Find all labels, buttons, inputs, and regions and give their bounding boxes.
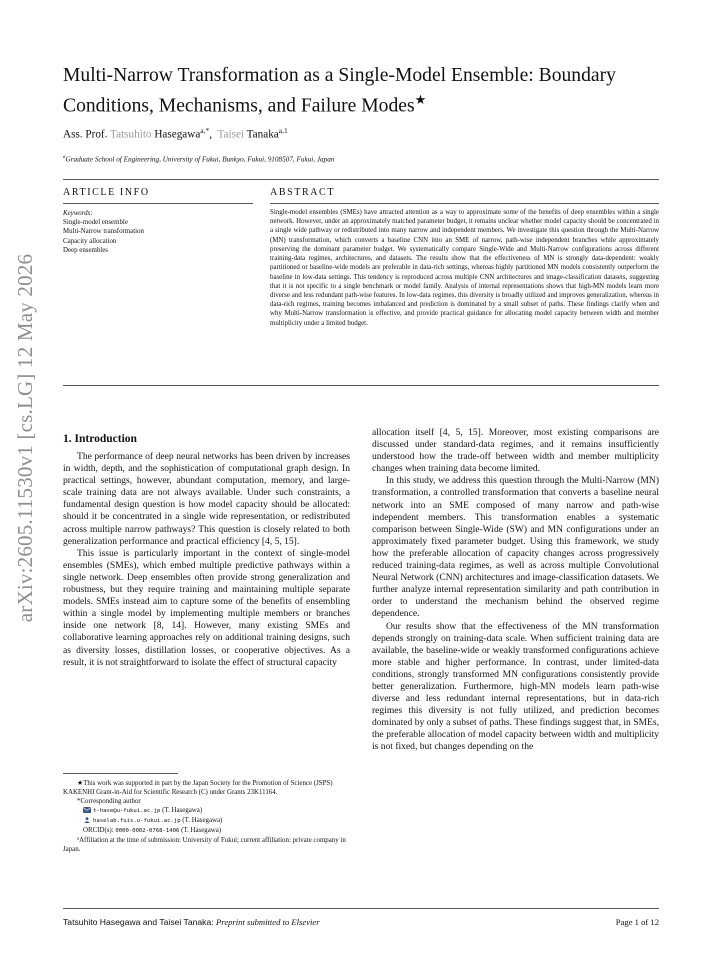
- abstract-text: Single-model ensembles (SMEs) have attracted attention as a way to approximate some of the benefits of deep ensembles within a single network. However, under an approximately matched parameter budget, it remains unclear whether model capacity should be concentrated in a single wide pathway or redistributed into many narrow and independent members. We investigate this question through the Multi-Narrow (MN) transformation, which converts a baseline CNN into an SME of narrow, path-wise independent branches while approximately preserving the dominant parameter budget. We systematically compare Single-Wide and Multi-Narrow configurations across different training-data regimes, architectures, and datasets. The results show that the effectiveness of MN is strongly data-dependent: weakly partitioned or baseline-wide models are preferable in data-rich settings, whereas highly partitioned MN models consistently outperform the baseline in low-data settings. This tendency is reproduced across multiple CNN architectures and image-classification datasets, suggesting that it is not specific to a single benchmark or model family. Analysis of internal representations shows that high-MN models learn more diverse and less redundant path-wise features. In low-data regimes, this diversity is broadly utilized and improves generalization, whereas in data-rich regimes, training becomes imbalanced and prediction is dominated by a small subset of paths. These findings clarify when and why Multi-Narrow transformation is effective, and provide practical guidance for allocating model capacity between width and member multiplicity under a limited budget.: [270, 209, 659, 327]
- title-footnote-star: ★: [414, 92, 427, 107]
- email-line: t-hase@u-fukui.ac.jp (T. Hasegawa): [63, 806, 350, 816]
- author-1-first-name[interactable]: Tatsuhito: [110, 128, 152, 141]
- title-line-2: Conditions, Mechanisms, and Failure Modes: [63, 95, 415, 117]
- keywords-block: Keywords: Single-model ensemble Multi-Narrow transformation Capacity allocation Deep ensembles: [63, 209, 253, 255]
- paragraph: This issue is particularly important in the context of single-model ensembles (SMEs), which embed multiple predictive pathways within a single network. Deep ensembles often provide strong generalization and robustness, but they require training and maintaining multiple separate models. SMEs instead aim to capture some of the benefits of ensembling within a single model by implementing multiple members or branches inside one network [8, 14]. However, many existing SMEs and collaborative learning approaches rely on additional training designs, such as diversity losses, distillation losses, or cooperative objectives. As a result, it is not straightforward to isolate the effect of structural capacity: [63, 547, 350, 668]
- author-list: Ass. Prof. Tatsuhito Hasegawa$^{a,*}$, Taisei Tanaka$^{a,1}$: [63, 126, 288, 141]
- homepage-link[interactable]: haselab.fuis.u-fukui.ac.jp: [93, 818, 181, 824]
- footnote-rule: [63, 773, 178, 774]
- left-column: [63, 451, 350, 669]
- footer-venue: Preprint submitted to Elsevier: [216, 917, 320, 927]
- abstract-divider: [63, 385, 659, 386]
- paragraph: allocation itself [4, 5, 15]. Moreover, most existing comparisons are discussed under standard-data regimes, and it remains insufficiently understood how the trade-off between width and member multiplicity changes when training data become limited.: [372, 427, 659, 475]
- arxiv-identifier: arXiv:2605.11530v1 [cs.LG] 12 May 2026: [13, 253, 37, 623]
- keywords-label: Keywords: [63, 210, 91, 217]
- paper-title: [63, 64, 673, 119]
- running-footer: [63, 917, 320, 927]
- footnotes: [63, 779, 350, 854]
- paragraph: In this study, we address this question through the Multi-Narrow (MN) transformation, a controlled transformation that converts a baseline neural network into an SME composed of many narrow and path-wise independent members. This transformation enables a systematic comparison between Single-Wide (SW) and MN configurations under an approximately fixed parameter budget. Using this framework, we study how the preferable allocation of capacity changes across progressively reduced training-data regimes, as well as across multiple Convolutional Neural Network (CNN) architectures and image-classification datasets. We further analyze internal representation similarity and path contribution in order to understand the mechanism behind the observed regime dependence.: [372, 475, 659, 620]
- author-1-superscript: a,*: [200, 126, 210, 135]
- keyword-item: Capacity allocation: [63, 237, 117, 245]
- author-title-prefix: Ass. Prof.: [63, 128, 111, 141]
- right-column: [372, 427, 659, 754]
- footer-divider: [63, 908, 659, 909]
- author-1-last-name: Hasegawa: [151, 128, 201, 141]
- author-2-first-name[interactable]: Taisei: [217, 128, 245, 141]
- author-2-superscript: a,1: [278, 126, 288, 135]
- header-divider: [63, 179, 659, 180]
- article-info-heading: ARTICLE INFO: [63, 187, 150, 198]
- keyword-item: Single-model ensemble: [63, 219, 128, 227]
- corresponding-author-note: *Corresponding author: [77, 798, 141, 805]
- paragraph: Our results show that the effectiveness of the MN transformation depends strongly on training-data scale. When sufficient training data are available, the baseline-wide or weakly transformed configurations achieve more stable and higher performance. In contrast, under limited-data conditions, strongly transformed MN configurations consistently provide better generalization. Furthermore, high-MN models learn path-wise diverse and less redundant internal representations, but in data-rich regimes this diversity is not fully utilized, and prediction becomes dominated by only a subset of paths. These findings suggest that, in SMEs, the preferable allocation of model capacity between width and multiplicity is not fixed, but changes depending on the: [372, 620, 659, 753]
- affiliation-footnote: ¹Affiliation at the time of submission: University of Fukui; current affiliation: private company in Japan.: [63, 837, 346, 853]
- orcid-line: ORCID(s): 0000-0002-0768-1406 (T. Hasegawa): [83, 827, 222, 834]
- funding-footnote: ★This work was supported in part by the Japan Society for the Promotion of Science (JSPS) KAKENHI Grant-in-Aid for Scientific Research (C) under Grants 23K11164.: [63, 780, 333, 796]
- keyword-item: Multi-Narrow transformation: [63, 228, 144, 236]
- title-line-1: Multi-Narrow Transformation as a Single-Model Ensemble: Boundary: [63, 65, 616, 86]
- paragraph: The performance of deep neural networks has been driven by increases in width, depth, and the sophistication of computational graph design. In practical settings, however, abundant computation, memory, and large-scale training data are not always available. Under such constraints, a fundamental design question is how model capacity should be allocated: should it be concentrated in a single wide representation, or redistributed across multiple narrow pathways? This question is closely related to both generalization performance and practical efficiency [4, 5, 15].: [63, 451, 350, 547]
- abstract-heading: ABSTRACT: [270, 187, 336, 198]
- orcid-link[interactable]: 0000-0002-0768-1406: [115, 828, 180, 834]
- homepage-line: haselab.fuis.u-fukui.ac.jp (T. Hasegawa): [63, 816, 350, 826]
- abstract-rule: [270, 203, 659, 204]
- section-heading-introduction: 1. Introduction: [63, 433, 137, 445]
- envelope-icon: [83, 807, 91, 813]
- article-info-rule: [63, 203, 253, 204]
- affiliation-text: Graduate School of Engineering, University of Fukui, Bunkyo, Fukui, 9108507, Fukui, Japan: [65, 155, 335, 164]
- person-icon: [83, 817, 91, 823]
- keyword-item: Deep ensembles: [63, 246, 108, 254]
- footer-authors: Tatsuhito Hasegawa and Taisei Tanaka:: [63, 917, 217, 927]
- page-number: Page 1 of 12: [615, 917, 659, 927]
- affiliation: [63, 155, 334, 163]
- author-2-last-name: Tanaka: [244, 128, 279, 141]
- affiliation-marker: a: [63, 155, 66, 160]
- email-link[interactable]: t-hase@u-fukui.ac.jp: [93, 808, 161, 814]
